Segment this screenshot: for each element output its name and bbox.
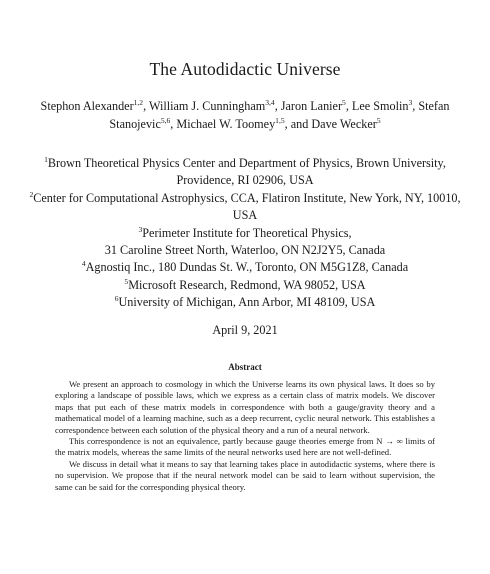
author-list bbox=[40, 97, 450, 133]
author-separator: , bbox=[274, 99, 281, 113]
author-affil-marker: 5 bbox=[342, 97, 346, 107]
author bbox=[311, 117, 380, 131]
affiliation-text: Agnostiq Inc., 180 Dundas St. W., Toronto, ON M5G1Z8, Canada bbox=[85, 260, 409, 275]
author-separator: , and bbox=[284, 117, 312, 131]
author bbox=[149, 99, 281, 113]
author bbox=[41, 99, 149, 113]
author-affil-marker: 3,4 bbox=[265, 97, 275, 107]
affiliation bbox=[22, 259, 468, 276]
author bbox=[352, 99, 418, 113]
affiliation-marker: 5 bbox=[124, 276, 129, 286]
abstract-body bbox=[55, 379, 435, 493]
affiliation bbox=[22, 190, 468, 225]
author-separator: , bbox=[345, 99, 352, 113]
author-separator: , bbox=[170, 117, 177, 131]
affiliation-text: Microsoft Research, Redmond, WA 98052, USA bbox=[128, 277, 366, 292]
affiliation-list bbox=[22, 155, 468, 312]
author-name: Stephon Alexander bbox=[40, 99, 134, 113]
author-separator: , bbox=[143, 99, 149, 113]
author-affil-marker: 3 bbox=[408, 97, 413, 107]
affiliation-marker: 1 bbox=[44, 154, 48, 164]
affiliation bbox=[22, 242, 468, 259]
abstract-paragraph: We present an approach to cosmology in which the Universe learns its own physical laws. It does so by exploring a landscape of possible laws, which we express as a certain class of matrix models. We discover maps that put each of these matrix models in correspondence with both a gauge/gravity theory and a mathematical model of a learning machine, such as a deep recurrent, cyclic neural network. This establishes a correspondence between each solution of the physical theory and a run of a neural network. bbox=[55, 379, 435, 435]
affiliation bbox=[22, 277, 468, 294]
author-separator: , bbox=[412, 99, 419, 113]
author bbox=[281, 99, 352, 113]
paper-date: April 9, 2021 bbox=[212, 323, 278, 337]
affiliation-marker: 2 bbox=[29, 189, 34, 199]
affiliation-text: University of Michigan, Ann Arbor, MI 48109, USA bbox=[118, 295, 376, 310]
author-name: Jaron Lanier bbox=[280, 99, 343, 113]
author bbox=[176, 117, 311, 131]
affiliation bbox=[22, 294, 468, 311]
affiliation bbox=[22, 155, 468, 190]
author-name: William J. Cunningham bbox=[148, 99, 266, 113]
affiliation-marker: 4 bbox=[81, 259, 86, 269]
author-affil-marker: 1,5 bbox=[275, 115, 285, 125]
author-affil-marker: 5 bbox=[376, 115, 381, 125]
affiliation bbox=[22, 225, 468, 242]
abstract-paragraph: This correspondence is not an equivalence, partly because gauge theories emerge from N → ∞ limits of the matrix models, whereas the same limits of the neural networks used here are not well-defined. bbox=[55, 436, 435, 458]
affiliation-text: Perimeter Institute for Theoretical Physics, bbox=[142, 225, 352, 240]
author-affil-marker: 5,6 bbox=[160, 115, 171, 125]
author-name: Michael W. Toomey bbox=[176, 117, 276, 131]
author-name: Dave Wecker bbox=[311, 117, 377, 131]
affiliation-marker: 6 bbox=[114, 294, 119, 304]
abstract-paragraph: We discuss in detail what it means to say that learning takes place in autodidactic systems, where there is no supervision. We propose that if the neural network model can be said to learn without supervision, the same can be said for the corresponding physical theory. bbox=[55, 458, 435, 492]
affiliation-marker: 3 bbox=[138, 224, 143, 234]
paper-title: The Autodidactic Universe bbox=[149, 59, 341, 79]
abstract-heading: Abstract bbox=[228, 362, 262, 372]
author-name: Stefan Stanojevic bbox=[109, 99, 450, 131]
author-affil-marker: 1,2 bbox=[133, 97, 144, 107]
affiliation-text: Brown Theoretical Physics Center and Department of Physics, Brown University, Providence, RI 02906, USA bbox=[47, 156, 446, 188]
affiliation-text: Center for Computational Astrophysics, CCA, Flatiron Institute, New York, NY, 10010, USA bbox=[33, 190, 461, 223]
affiliation-text: 31 Caroline Street North, Waterloo, ON N2J2Y5, Canada bbox=[104, 243, 386, 258]
author-name: Lee Smolin bbox=[351, 99, 409, 113]
